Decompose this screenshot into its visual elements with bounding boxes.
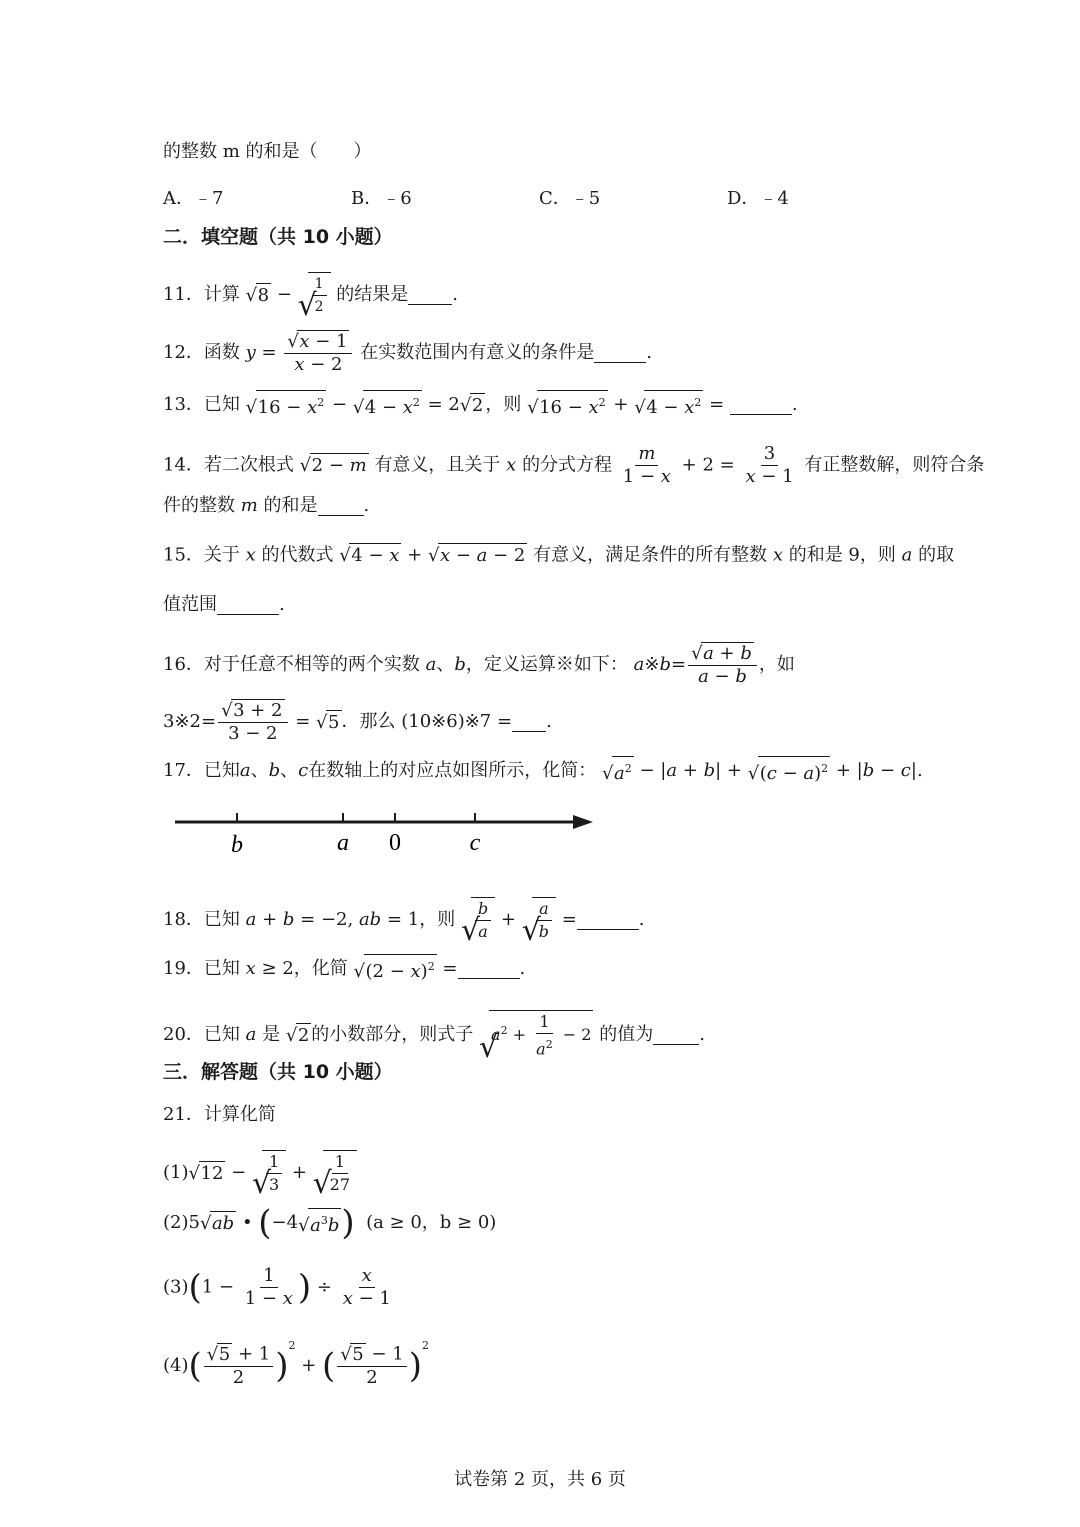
question-12: 12．函数 y = √ $\frac{x - 1}{x - 2}$ 在实数范围内有意义的条件是 . <box>163 330 652 376</box>
q10-option-b[interactable]: B．﹣6 <box>351 188 412 209</box>
label-a: a <box>337 830 349 856</box>
question-14-cont: 件的整数 m 的和是 . <box>163 495 370 516</box>
question-21-part4: (4)( √ $\frac{5 + 1}{2}$ )$^2$ + ( √ $\frac{5 - 1}{2}$ )$^2$ <box>163 1334 429 1389</box>
question-15-cont: 值范围 . <box>163 594 285 615</box>
answer-blank-18[interactable] <box>577 911 639 930</box>
answer-blank-19[interactable] <box>458 960 520 979</box>
question-21-part3: (3)(1 − $\frac{1}{1 - x}$ ) ÷ $\frac{x}{x - 1}$ <box>163 1265 391 1309</box>
number-line-arrow <box>573 815 593 829</box>
question-15: 15．关于 x 的代数式 √ 4 − x + √ x − a − 2 有意义，满足条件的所有整数 x 的和是 9，则 a 的取 <box>163 543 954 568</box>
question-14: 14．若二次根式 √ 2 − m 有意义，且关于 x 的分式方程 $\frac{m}{1 - x}$ + 2 = $\frac{3}{x - 1}$ 有正整数解，则符合条 <box>163 443 984 488</box>
question-21-part2: (2)5√ ab • (−4√ $a^3b$) (a ≥ 0，b ≥ 0) <box>163 1206 496 1240</box>
question-18: 18．已知 a + b = −2, ab = 1，则 √ $\frac{b}{a}$ + √ $\frac{a}{b}$ = . <box>163 897 645 943</box>
question-13: 13．已知 √ $16 - x^2$ − √ $4 - x^2 = 2√$ 2 ，则 √ $16 - x^2$ + √ $4 - x^2$ = . <box>163 390 798 420</box>
question-16: 16．对于任意不相等的两个实数 a、b，定义运算※如下： a※b= √ $\frac{a + b}{a - b}$ ，如 <box>163 642 795 688</box>
question-16-cont: 3※2= √ $\frac{3 + 2}{3 - 2}$ = √ 5 ．那么 (10※6)※7 = . <box>163 699 552 745</box>
page-footer: 试卷第 2 页，共 6 页 <box>454 1469 626 1490</box>
question-21: 21．计算化简 <box>163 1104 276 1125</box>
section2-title: 二．填空题（共 10 小题） <box>163 226 393 248</box>
number-line <box>175 800 605 860</box>
answer-blank-16[interactable] <box>512 713 546 732</box>
q10-tail: 的整数 m 的和是（ ） <box>163 141 372 162</box>
label-0: 0 <box>389 830 401 856</box>
q10-option-a[interactable]: A．﹣7 <box>163 188 224 209</box>
answer-blank-11[interactable] <box>408 286 452 305</box>
question-21-part1: (1)√ 12 − √ $\frac{1}{3}$ + √ $\frac{1}{27}$ <box>163 1150 357 1196</box>
section3-title: 三．解答题（共 10 小题） <box>163 1061 393 1083</box>
question-11: 11．计算 √ 8 − √ $\frac{1}{2}$ 的结果是 . <box>163 272 458 318</box>
answer-blank-15[interactable] <box>217 596 279 615</box>
q10-option-c[interactable]: C．﹣5 <box>539 188 601 209</box>
label-c: c <box>469 830 481 856</box>
question-17: 17．已知a、b、c在数轴上的对应点如图所示，化简： √ $a^2 - |a + b|$ + √ $(c - a)^2 + |b - c|$. <box>163 756 923 786</box>
question-19: 19．已知 x ≥ 2，化简 √ $(2 - x)^2$ = . <box>163 954 525 984</box>
question-20: 20．已知 a 是 √ 2 的小数部分，则式子 √ $a^2$ + $\frac{1}{a^2}$ − 2 的值为 . <box>163 1010 705 1060</box>
answer-blank-14[interactable] <box>318 497 364 516</box>
label-b: b <box>231 832 243 858</box>
q10-option-d[interactable]: D．﹣4 <box>727 188 789 209</box>
answer-blank-12[interactable] <box>594 344 646 363</box>
answer-blank-20[interactable] <box>653 1026 699 1045</box>
answer-blank-13[interactable] <box>730 396 792 415</box>
